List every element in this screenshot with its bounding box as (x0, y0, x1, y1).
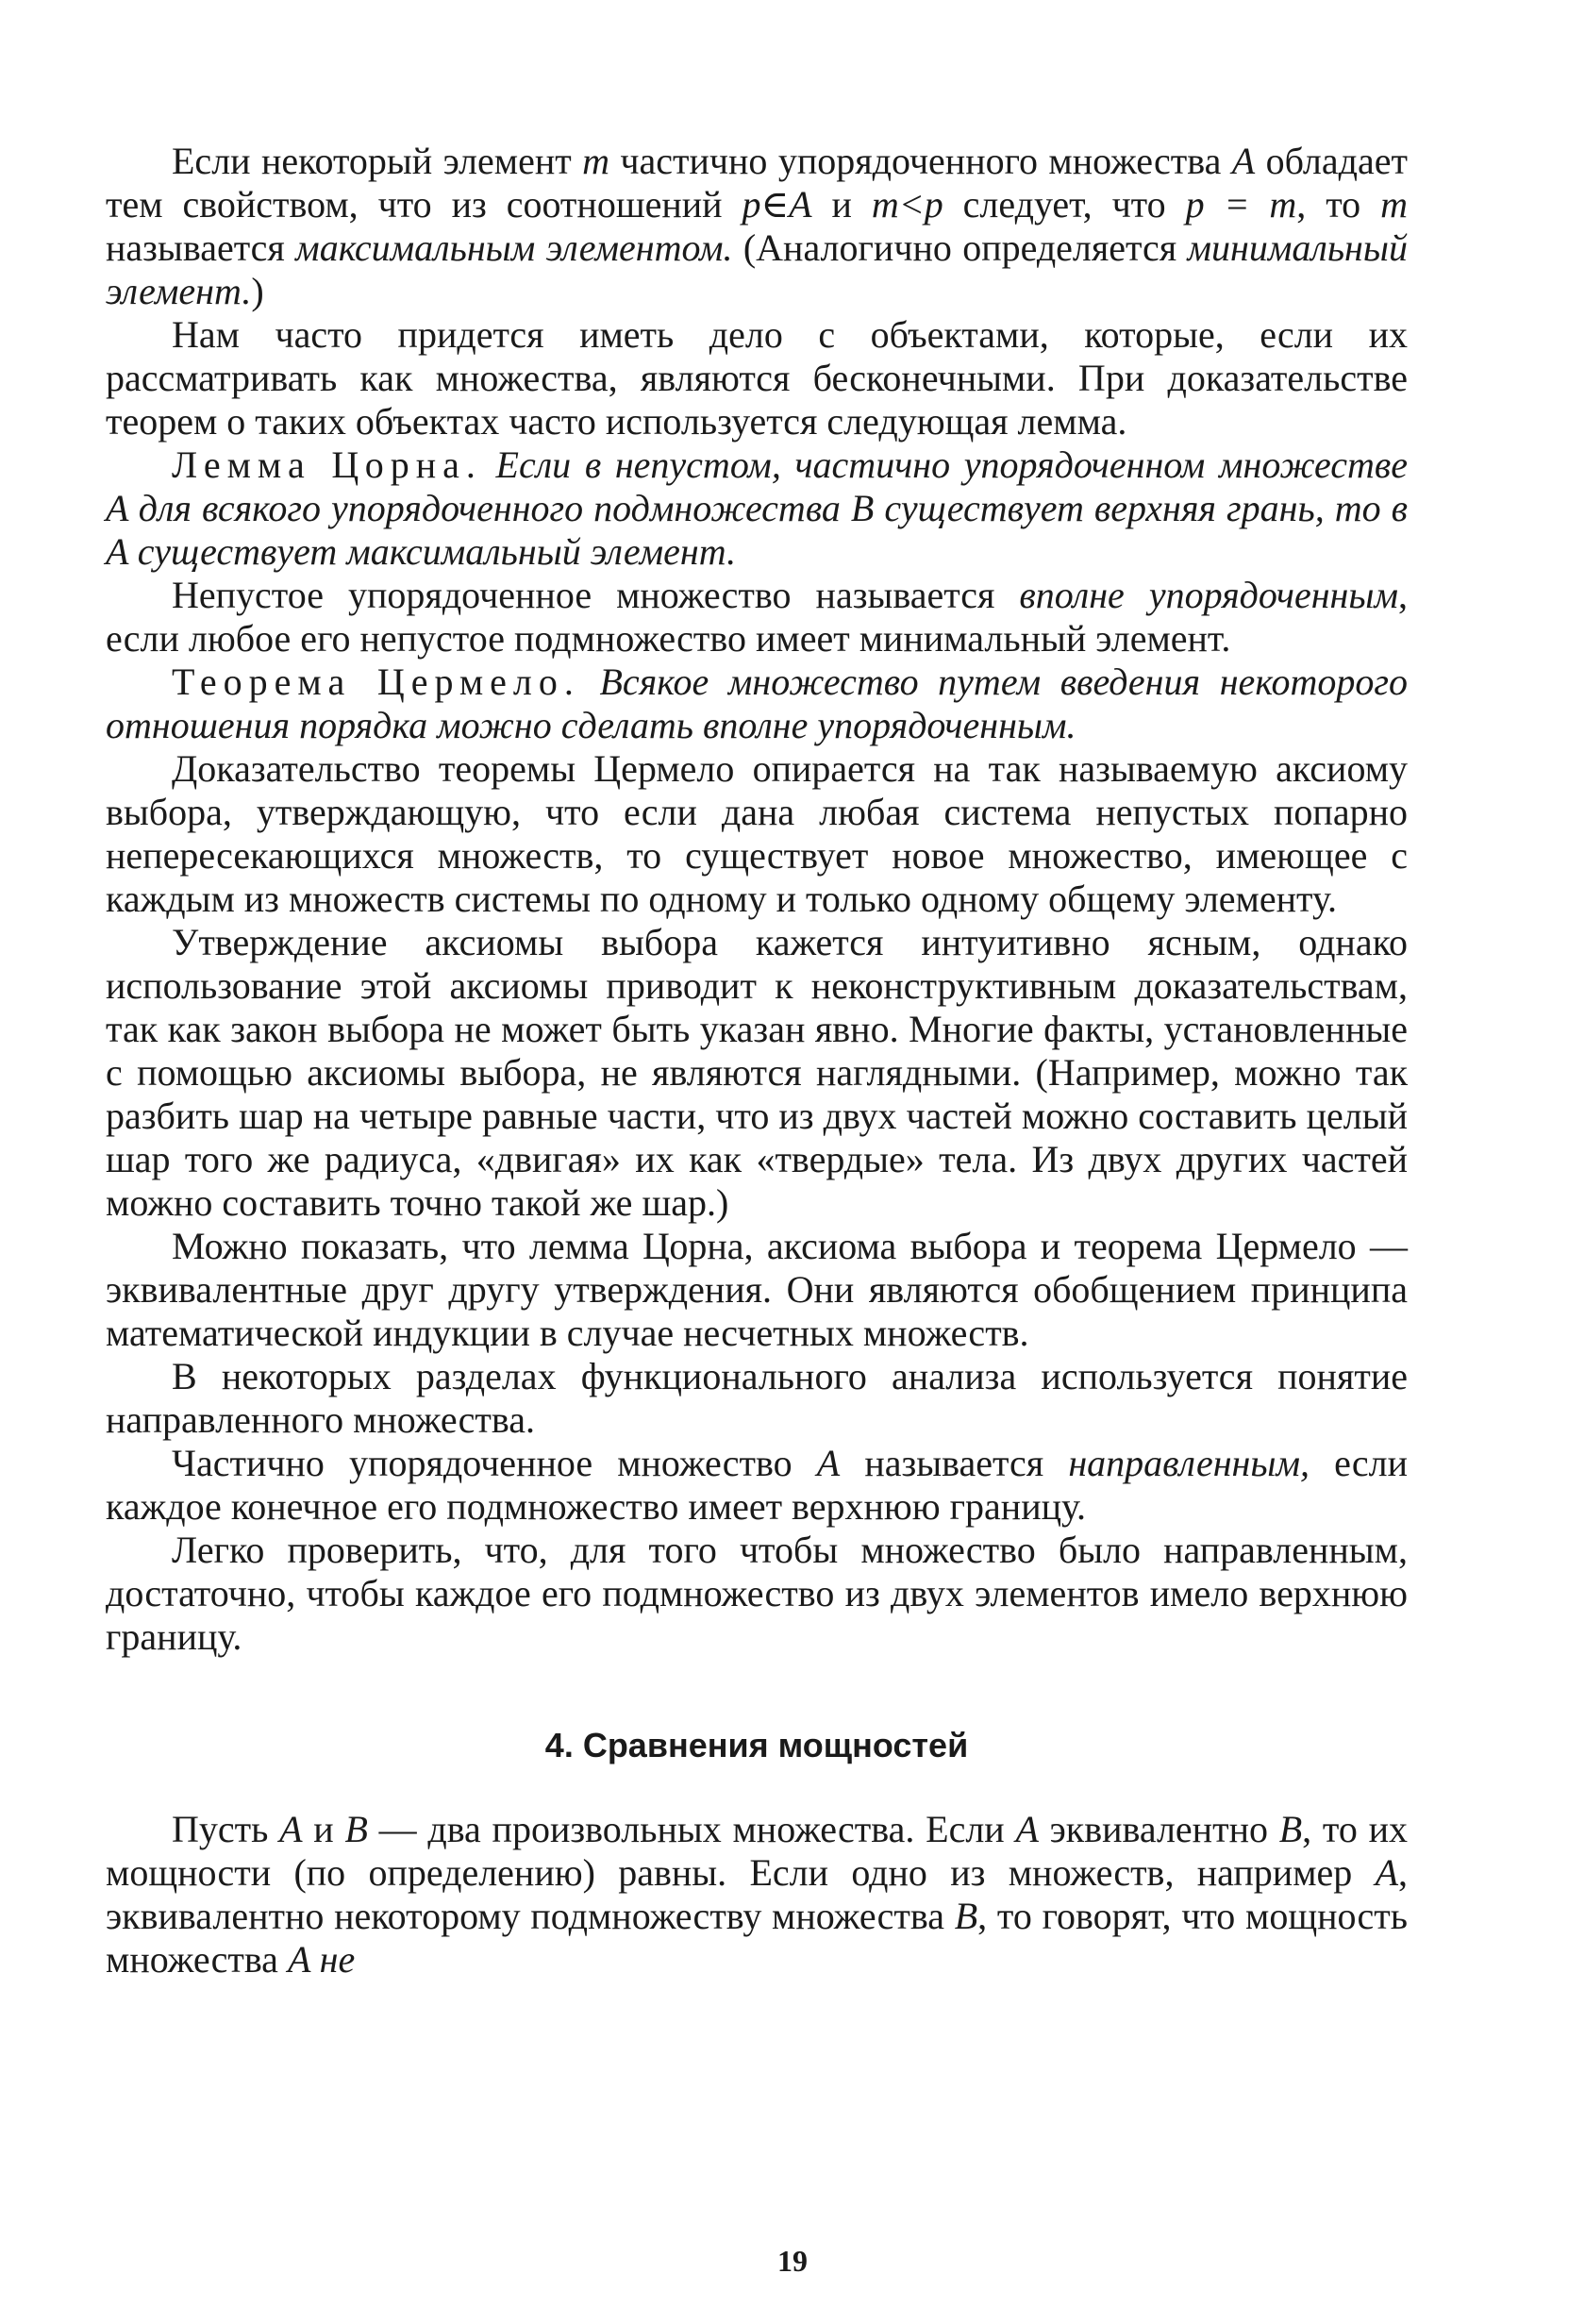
section-heading: 4. Сравнения мощностей (544, 1726, 969, 1764)
term-directed: направленным, (1068, 1442, 1310, 1484)
page-body (106, 140, 1408, 1981)
paragraph-zorn-lemma (106, 443, 1408, 574)
zermelo-theorem-label: Теорема Цермело. (172, 660, 580, 703)
paragraph-cardinality-comparison: Пусть A и B — два произвольных множества. Если A эквивалентно B, то их мощности (по определению) равны. Если одно из множеств, например A, эквивалентно некоторому подмножеству множества B, то говорят, что мощность множества A не (106, 1808, 1408, 1981)
term-maximal-element: максимальным элементом. (295, 226, 733, 269)
paragraph-maximal-element: Если некоторый элемент m частично упорядоченного множества A обладает тем свойством, что из соотношений p∈A и m<p следует, что p = m, то m называется максимальным элементом. (Аналогично определяется минимальный элемент.) (106, 140, 1408, 312)
paragraph-zermelo-theorem (106, 660, 1408, 747)
paragraph-directed-set-definition: Частично упорядоченное множество A называется направленным, если каждое конечное его подмножество имеет верхнюю границу. (106, 1442, 1409, 1528)
paragraph-directed-set-check: Легко проверить, что, для того чтобы множество было направленным, достаточно, чтобы каждое его подмножество из двух элементов имело верхнюю границу. (106, 1529, 1408, 1658)
zorn-lemma-label: Лемма Цорна. (172, 443, 482, 486)
paragraph-axiom-nonconstructive: Утверждение аксиомы выбора кажется интуитивно ясным, однако использование этой аксиомы приводит к неконструктивным доказательствам, так как закон выбора не может быть указан явно. Многие факты, установленные с помощью аксиомы выбора, не являются наглядными. (Например, можно так разбить шар на четыре равные части, что из двух частей можно составить целый шар того же радиуса, «двигая» их как «твердые» тела. Из двух других частей можно составить точно такой же шар.) (106, 921, 1408, 1224)
zorn-lemma-statement: Если в непустом, частично упорядоченном множестве A для всякого упорядоченного подмножества B существует верхняя грань, то в A существует максимальный элемент. (106, 443, 1408, 573)
paragraph-well-ordered: Непустое упорядоченное множество называется вполне упорядоченным, если любое его непустое подмножество имеет минимальный элемент. (106, 574, 1408, 660)
paragraph-equivalence: Можно показать, что лемма Цорна, аксиома выбора и теорема Цермело — эквивалентные друг другу утверждения. Они являются обобщением принципа математической индукции в случае несчетных множеств. (106, 1225, 1408, 1354)
page-number: 19 (777, 2244, 808, 2278)
term-minimal-element: минимальный элемент. (106, 226, 1408, 312)
paragraph-directed-set-intro: В некоторых разделах функционального анализа используется понятие направленного множества. (106, 1355, 1408, 1441)
paragraph-infinite-objects: Нам часто придется иметь дело с объектами, которые, если их рассматривать как множества, являются бесконечными. При доказательстве теорем о таких объектах часто используется следующая лемма. (106, 313, 1408, 443)
zermelo-theorem-statement: Всякое множество путем введения некоторого отношения порядка можно сделать вполне упорядоченным. (106, 660, 1408, 746)
term-well-ordered: вполне упорядоченным (1019, 574, 1398, 616)
paragraph-axiom-of-choice: Доказательство теоремы Цермело опирается на так называемую аксиому выбора, утверждающую, что если дана любая система непустых попарно непересекающихся множеств, то существует новое множество, имеющее с каждым из множеств системы по одному и только одному общему элементу. (106, 747, 1408, 920)
